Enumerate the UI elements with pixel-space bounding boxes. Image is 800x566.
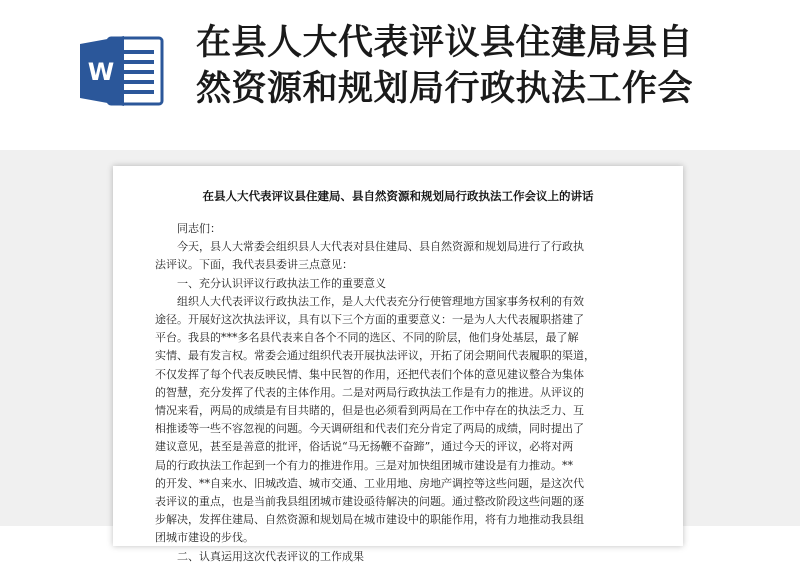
svg-text:W: W xyxy=(87,58,115,86)
text-line: 法评议。下面，我代表县委讲三点意见： xyxy=(155,258,353,272)
text-line: 的智慧，充分发挥了代表的主体作用。二是对两局行政执法工作是有力的推进。从评议的 xyxy=(155,385,584,399)
text-line: 同志们： xyxy=(177,222,221,235)
document-page xyxy=(113,166,683,563)
document-heading: 在县人大代表评议县住建局、县自然资源和规划局行政执法工作会议上的讲话 xyxy=(202,189,594,203)
title-line: 然资源和规划局行政执法工作会 xyxy=(196,69,694,109)
section-heading: 一、充分认识评议行政执法工作的重要意义 xyxy=(177,276,386,290)
text-line: 的开发、**自来水、旧城改造、城市交通、工业用地、房地产调控等这些问题，是这次代 xyxy=(155,476,584,490)
text-line: 建议意见，甚至是善意的批评，俗话说“马无扬鞭不奋蹄”，通过今天的评议，必将对两 xyxy=(155,440,574,454)
text-line: 步解决，发挥住建局、自然资源和规划局在城市建设中的职能作用，将有力地推动我县组 xyxy=(155,513,584,527)
word-icon xyxy=(78,34,164,108)
text-line: 相推诿等一些不容忽视的问题。今天调研组和代表们充分肯定了两局的成绩，同时提出了 xyxy=(155,422,584,436)
text-line: 今天，县人大常委会组织县人大代表对县住建局、县自然资源和规划局进行了行政执 xyxy=(177,240,584,254)
text-line: 团城市建设的步伐。 xyxy=(155,531,254,545)
text-line: 情况来看，两局的成绩是有目共睹的，但是也必须看到两局在工作中存在的执法乏力、互 xyxy=(155,404,584,418)
page-title xyxy=(196,20,776,112)
text-line: 表评议的重点，也是当前我县组团城市建设亟待解决的问题。通过整改阶段这些问题的逐 xyxy=(155,495,584,509)
title-line: 在县人大代表评议县住建局县自 xyxy=(196,23,694,63)
text-line: 局的行政执法工作起到一个有力的推进作用。三是对加快组团城市建设是有力推动。** xyxy=(155,458,573,472)
page-header xyxy=(0,0,800,150)
text-line: 途径。开展好这次执法评议，具有以下三个方面的重要意义：一是为人大代表履职搭建了 xyxy=(155,313,584,327)
section-heading: 二、认真运用这次代表评议的工作成果 xyxy=(177,549,364,563)
document-body xyxy=(155,220,655,566)
text-line: 实情、最有发言权。常委会通过组织代表开展执法评议，开拓了闭会期间代表履职的渠道， xyxy=(155,349,595,363)
text-line: 组织人大代表评议行政执法工作，是人大代表充分行使管理地方国家事务权利的有效 xyxy=(177,294,584,308)
text-line: 不仅发挥了每个代表反映民情、集中民智的作用，还把代表们个体的意见建议整合为集体 xyxy=(155,367,584,381)
text-line: 平台。我县的***多名县代表来自各个不同的选区、不同的阶层，他们身处基层，最了解 xyxy=(155,331,579,345)
